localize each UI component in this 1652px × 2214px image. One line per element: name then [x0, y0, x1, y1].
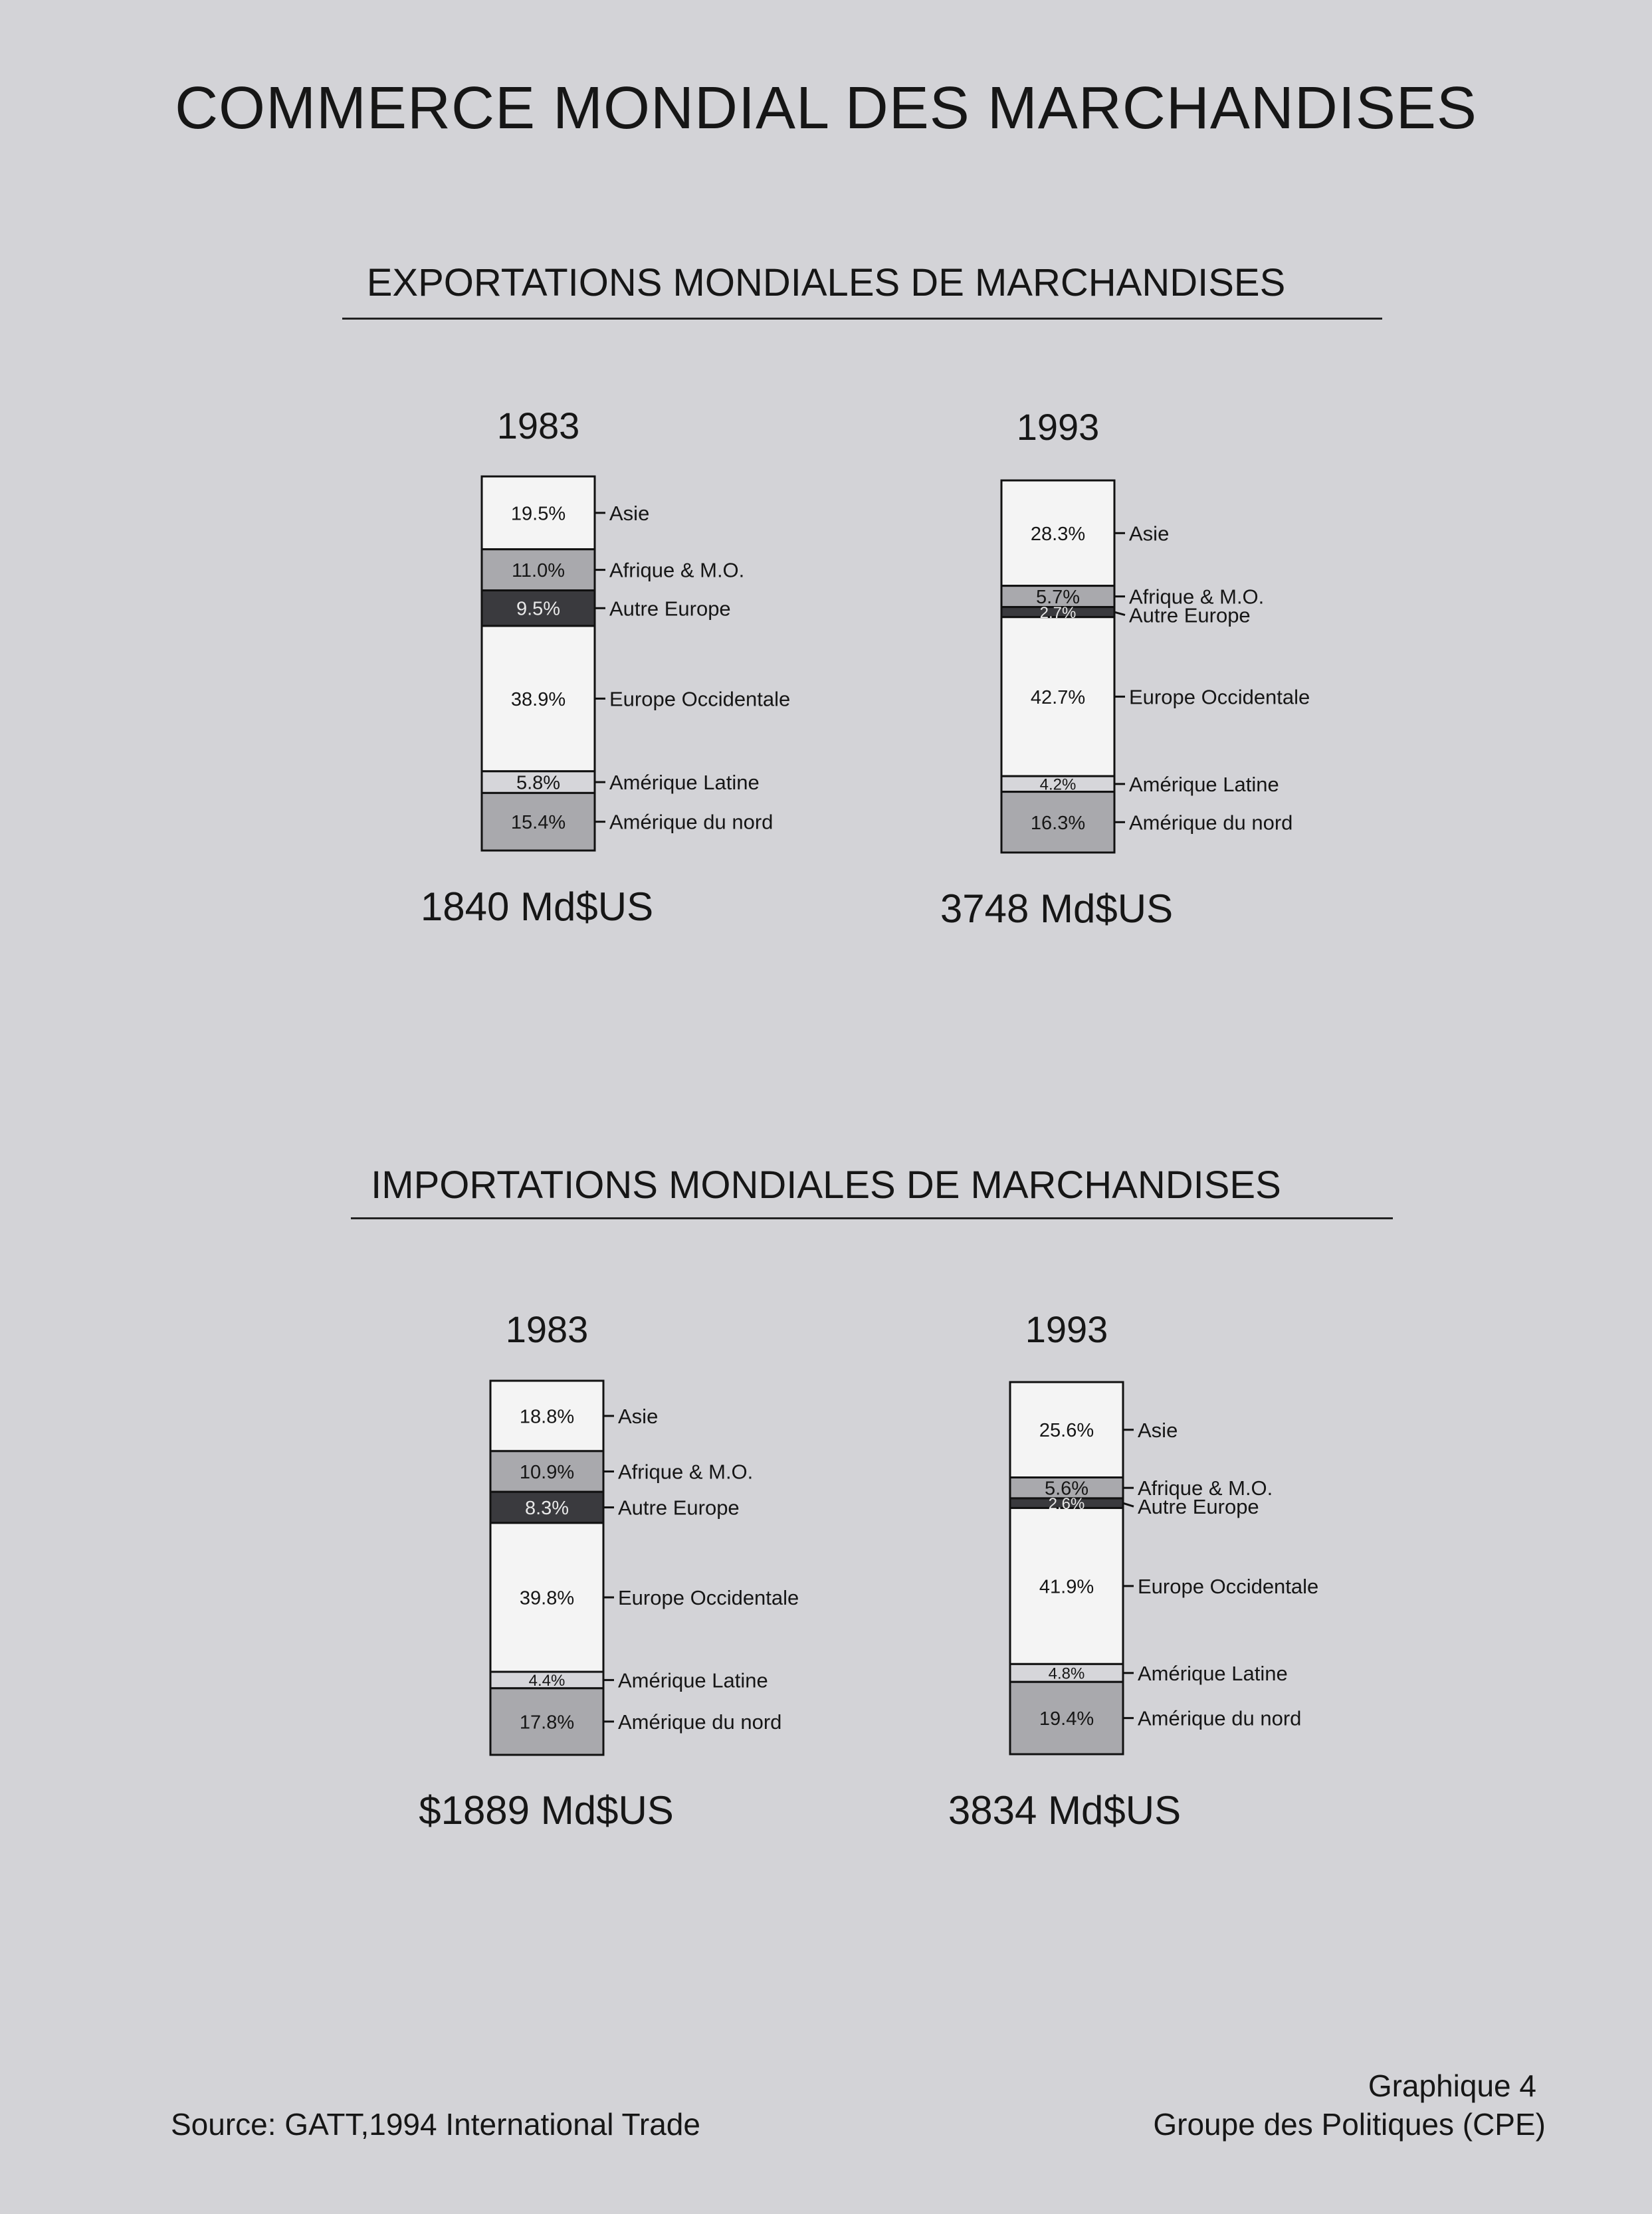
imports-1993-value-europe-occidentale: 41.9%: [1039, 1576, 1094, 1598]
exports-1983-value-asie: 19.5%: [510, 503, 566, 525]
exports-1993-tick-autre-europe: [1114, 612, 1125, 615]
exports-1993-label-amerique-du-nord: Amérique du nord: [1129, 811, 1293, 835]
imports-1983-year-label: 1983: [505, 1308, 589, 1350]
exports-1993-value-amerique-du-nord: 16.3%: [1030, 812, 1086, 834]
exports-1993-value-amerique-latine: 4.2%: [1039, 775, 1077, 794]
exports-1983-label-amerique-latine: Amérique Latine: [609, 771, 760, 795]
exports-1983-label-asie: Asie: [609, 501, 650, 525]
exports-1993-label-europe-occidentale: Europe Occidentale: [1129, 685, 1310, 709]
exports-1983-total: 1840 Md$US: [420, 884, 654, 929]
imports-1983-value-amerique-latine: 4.4%: [528, 1672, 566, 1690]
imports-1993-label-afrique-m-o: Afrique & M.O.: [1138, 1476, 1273, 1500]
imports-1983-value-autre-europe: 8.3%: [524, 1498, 569, 1520]
imports-1993-value-asie: 25.6%: [1039, 1420, 1094, 1442]
exports-1983-value-autre-europe: 9.5%: [516, 598, 561, 620]
imports-1983-label-afrique-m-o: Afrique & M.O.: [618, 1460, 754, 1484]
imports-1993-year-label: 1993: [1025, 1308, 1108, 1350]
exports-1993-year-label: 1993: [1016, 406, 1100, 448]
exports-1993-label-afrique-m-o: Afrique & M.O.: [1129, 585, 1265, 609]
exports-1993-label-asie: Asie: [1129, 522, 1170, 546]
imports-1993-label-autre-europe: Autre Europe: [1138, 1495, 1259, 1519]
exports-1983-label-autre-europe: Autre Europe: [609, 597, 731, 621]
imports-1983-label-autre-europe: Autre Europe: [618, 1496, 740, 1520]
exports-1993-value-autre-europe: 2.7%: [1039, 603, 1077, 622]
exports-1983-value-amerique-latine: 5.8%: [516, 772, 561, 794]
exports-1983-year-label: 1983: [496, 405, 580, 447]
graph-number: Graphique 4: [1368, 2068, 1536, 2103]
imports-section-title: IMPORTATIONS MONDIALES DE MARCHANDISES: [371, 1163, 1281, 1207]
imports-1993-label-amerique-du-nord: Amérique du nord: [1138, 1706, 1302, 1730]
imports-1993-tick-autre-europe: [1123, 1503, 1134, 1506]
imports-1993-label-europe-occidentale: Europe Occidentale: [1138, 1574, 1319, 1598]
exports-section-title: EXPORTATIONS MONDIALES DE MARCHANDISES: [366, 261, 1286, 304]
exports-1983-label-europe-occidentale: Europe Occidentale: [609, 687, 791, 711]
imports-1983-value-amerique-du-nord: 17.8%: [519, 1712, 575, 1734]
exports-1993-total: 3748 Md$US: [940, 886, 1174, 931]
imports-1983-value-europe-occidentale: 39.8%: [519, 1587, 575, 1609]
exports-1993-value-europe-occidentale: 42.7%: [1030, 686, 1086, 708]
imports-1993-label-amerique-latine: Amérique Latine: [1138, 1661, 1288, 1685]
exports-1993-label-amerique-latine: Amérique Latine: [1129, 772, 1279, 796]
group-name: Groupe des Politiques (CPE): [1153, 2107, 1546, 2142]
imports-1983-label-amerique-du-nord: Amérique du nord: [618, 1710, 782, 1734]
page-title: COMMERCE MONDIAL DES MARCHANDISES: [175, 75, 1477, 142]
exports-1993-value-afrique-m-o: 5.7%: [1035, 587, 1081, 609]
imports-1993-value-amerique-latine: 4.8%: [1048, 1664, 1085, 1683]
source-note: Source: GATT,1994 International Trade: [171, 2107, 700, 2142]
exports-1993-value-asie: 28.3%: [1030, 523, 1086, 545]
imports-1993-total: 3834 Md$US: [948, 1788, 1182, 1833]
exports-1983-label-amerique-du-nord: Amérique du nord: [609, 810, 774, 834]
imports-1983-label-europe-occidentale: Europe Occidentale: [618, 1585, 799, 1609]
imports-1983-total: $1889 Md$US: [419, 1788, 674, 1833]
exports-1983-value-europe-occidentale: 38.9%: [510, 688, 566, 710]
exports-1983-value-amerique-du-nord: 15.4%: [510, 812, 566, 834]
imports-1983-value-asie: 18.8%: [519, 1406, 575, 1428]
imports-1993-label-asie: Asie: [1138, 1418, 1178, 1442]
imports-1983-value-afrique-m-o: 10.9%: [519, 1461, 575, 1483]
exports-1993-label-autre-europe: Autre Europe: [1129, 603, 1251, 627]
exports-1983-value-afrique-m-o: 11.0%: [511, 560, 566, 582]
imports-1983-label-amerique-latine: Amérique Latine: [618, 1668, 768, 1692]
exports-1983-label-afrique-m-o: Afrique & M.O.: [609, 558, 745, 582]
imports-1993-value-autre-europe: 2.6%: [1048, 1494, 1085, 1513]
imports-1983-label-asie: Asie: [618, 1404, 659, 1428]
imports-1993-value-amerique-du-nord: 19.4%: [1039, 1708, 1094, 1730]
imports-1993-value-afrique-m-o: 5.6%: [1044, 1478, 1089, 1500]
